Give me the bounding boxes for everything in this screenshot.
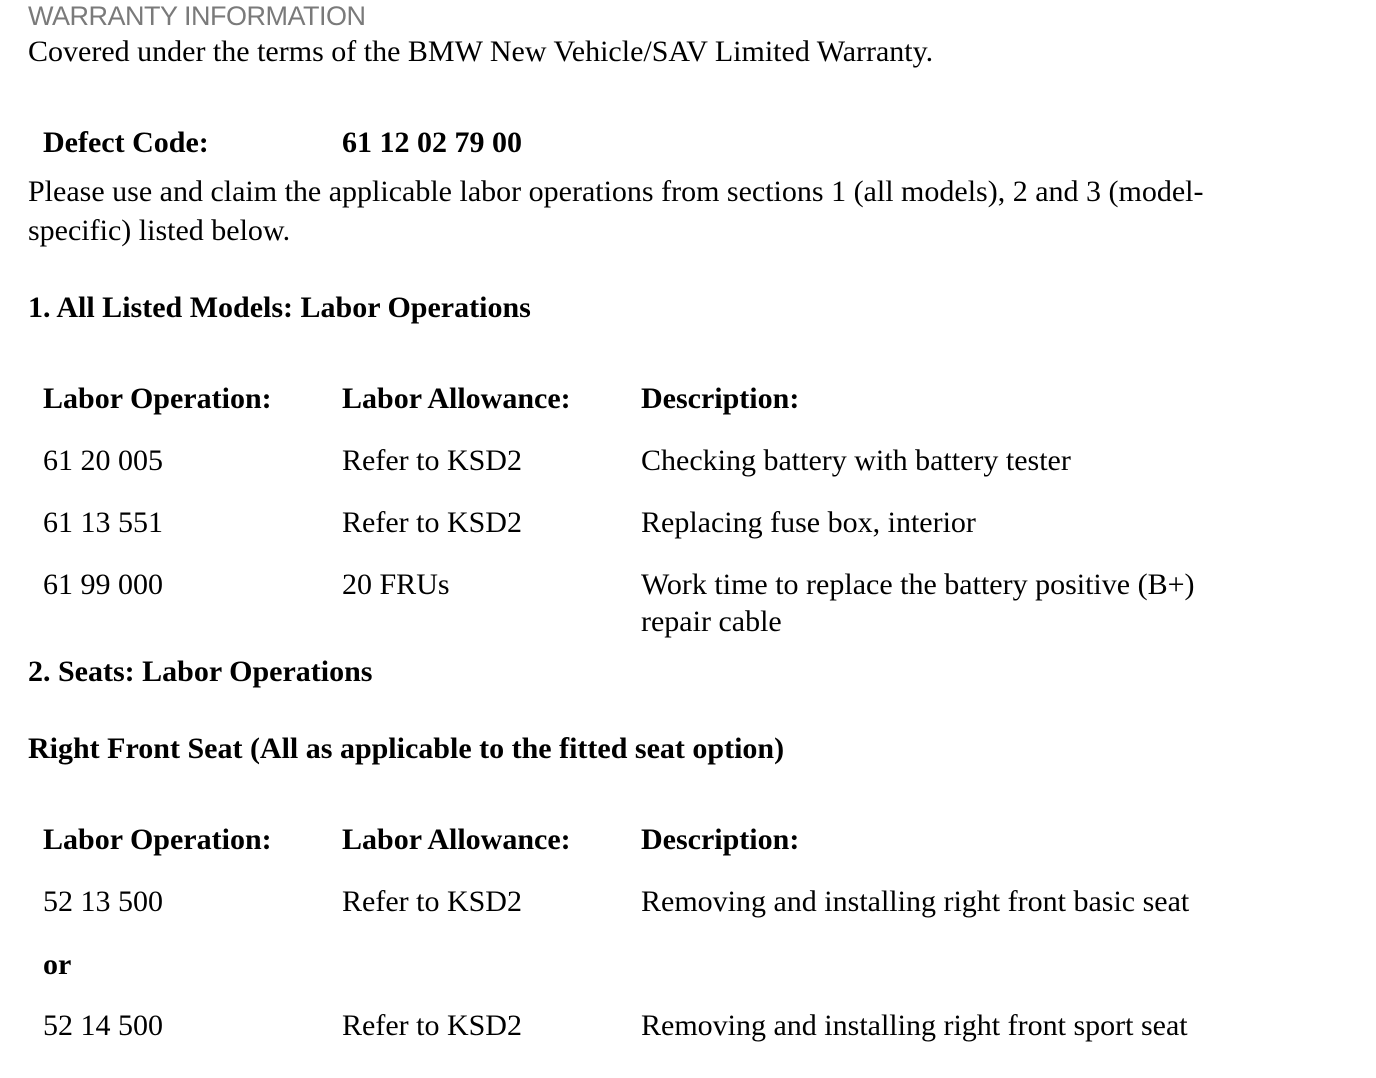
column-header-labor-operation: Labor Operation: [43,382,272,415]
section-2-subtitle: Right Front Seat (All as applicable to the fitted seat option) [28,732,785,765]
column-header-labor-allowance: Labor Allowance: [342,382,571,415]
instructions-line-2: specific) listed below. [28,214,291,247]
description-cell: Removing and installing right front sport seat [641,1009,1188,1042]
description-cell: Checking battery with battery tester [641,444,1071,477]
description-cell: Work time to replace the battery positive (B+) [641,568,1195,601]
labor-allowance-cell: Refer to KSD2 [342,1009,522,1042]
labor-operation-cell: 52 13 500 [43,885,163,918]
warranty-information-header: WARRANTY INFORMATION [28,1,366,31]
description-cell: Removing and installing right front basic seat [641,885,1190,918]
section-1-title: 1. All Listed Models: Labor Operations [28,291,531,324]
column-header-labor-allowance: Labor Allowance: [342,823,571,856]
labor-allowance-cell: Refer to KSD2 [342,444,522,477]
labor-allowance-cell: 20 FRUs [342,568,450,601]
instructions-line-1: Please use and claim the applicable labor operations from sections 1 (all models), 2 and 3 (model- [28,175,1204,208]
description-cell: Replacing fuse box, interior [641,506,976,539]
or-separator: or [43,948,72,981]
labor-operation-cell: 61 99 000 [43,568,163,601]
labor-allowance-cell: Refer to KSD2 [342,506,522,539]
column-header-labor-operation: Labor Operation: [43,823,272,856]
labor-operation-cell: 61 20 005 [43,444,163,477]
defect-code-value: 61 12 02 79 00 [342,126,522,159]
defect-code-label: Defect Code: [43,126,209,159]
description-cell-line-2: repair cable [641,605,782,638]
labor-operation-cell: 61 13 551 [43,506,163,539]
column-header-description: Description: [641,382,800,415]
coverage-text: Covered under the terms of the BMW New Vehicle/SAV Limited Warranty. [28,35,934,68]
section-2-title: 2. Seats: Labor Operations [28,655,373,688]
column-header-description: Description: [641,823,800,856]
labor-allowance-cell: Refer to KSD2 [342,885,522,918]
labor-operation-cell: 52 14 500 [43,1009,163,1042]
